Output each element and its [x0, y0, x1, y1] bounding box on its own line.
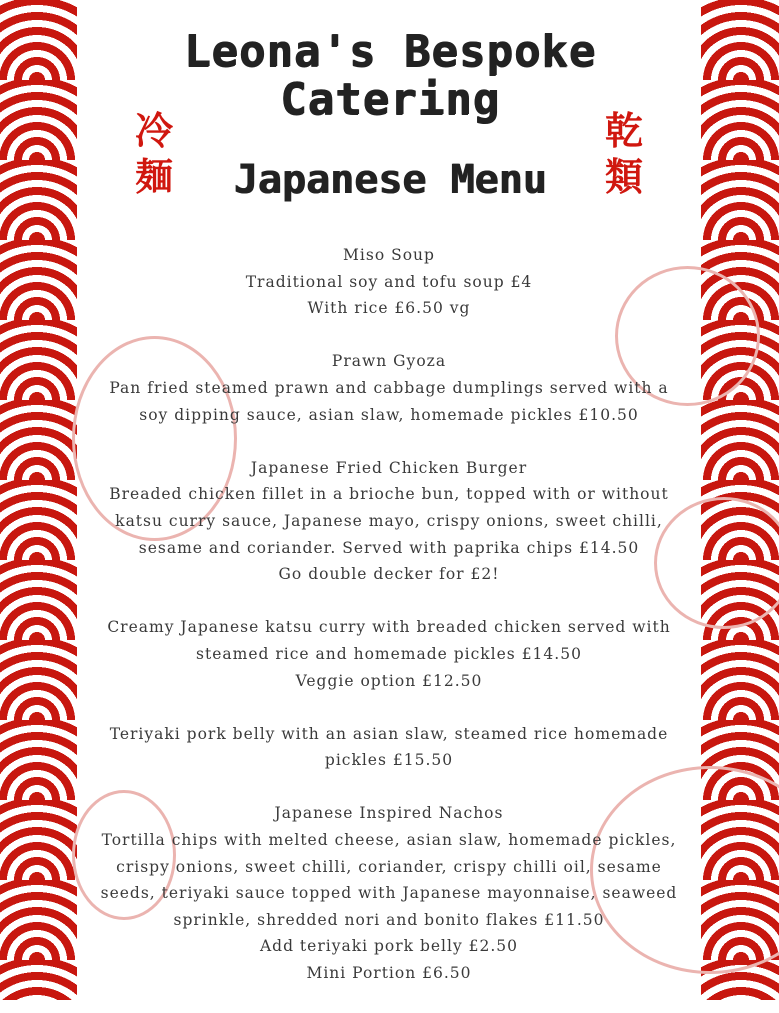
menu-item-line: Go double decker for £2!	[278, 565, 500, 584]
kanji-left	[130, 108, 178, 200]
left-wave-border	[0, 0, 77, 1000]
menu-item-line: katsu curry sauce, Japanese mayo, crispy onions, sweet chilli,	[115, 511, 663, 530]
title-line: Leona's Bespoke	[183, 26, 597, 77]
menu-item-line: With rice £6.50 vg	[307, 299, 471, 318]
kanji-right	[600, 108, 648, 200]
kanji-char: 類	[604, 155, 643, 199]
menu-item-line: Breaded chicken fillet in a brioche bun, topped with or without	[109, 485, 669, 504]
menu-item-line: crispy onions, sweet chilli, coriander, crispy chilli oil, sesame	[116, 857, 662, 876]
menu-item	[100, 348, 678, 428]
menu-item-line: Teriyaki pork belly with an asian slaw, steamed rice homemade	[109, 724, 669, 743]
menu-item	[100, 455, 678, 588]
menu-item-line: soy dipping sauce, asian slaw, homemade pickles £10.50	[139, 405, 639, 424]
menu-item	[100, 242, 678, 322]
menu-item-name: Japanese Inspired Nachos	[274, 804, 504, 823]
menu-item-line: Pan fried steamed prawn and cabbage dumplings served with a	[109, 378, 669, 397]
page-title	[120, 28, 660, 124]
menu-item-line: sesame and coriander. Served with paprika chips £14.50	[138, 538, 640, 557]
menu-item-name: Miso Soup	[343, 246, 435, 264]
menu-item-line: Mini Portion £6.50	[306, 964, 472, 983]
menu-item-line: sprinkle, shredded nori and bonito flakes £11.50	[173, 910, 605, 929]
menu-item-line: seeds, teriyaki sauce topped with Japanese mayonnaise, seaweed	[100, 884, 678, 903]
title-line: Catering	[280, 74, 500, 125]
kanji-char: 乾	[604, 109, 643, 153]
menu-item-line: Traditional soy and tofu soup £4	[245, 272, 533, 291]
menu-item	[100, 721, 678, 774]
right-wave-border	[701, 0, 779, 1000]
menu-item-line: steamed rice and homemade pickles £14.50	[196, 644, 582, 663]
kanji-char: 冷	[134, 109, 173, 153]
menu-subtitle: Japanese Menu	[233, 157, 547, 203]
menu-item-name: Prawn Gyoza	[331, 352, 447, 371]
menu-item-line: Creamy Japanese katsu curry with breaded chicken served with	[107, 618, 671, 637]
menu-item-line: Add teriyaki pork belly £2.50	[259, 937, 519, 956]
menu-item	[100, 800, 678, 986]
menu-item-name: Japanese Fried Chicken Burger	[250, 458, 528, 477]
kanji-char: 麺	[134, 155, 173, 199]
menu-item	[100, 614, 678, 694]
menu-list	[100, 242, 678, 1013]
menu-item-line: pickles £15.50	[324, 751, 454, 770]
menu-item-line: Veggie option £12.50	[295, 671, 483, 690]
menu-item-line: Tortilla chips with melted cheese, asian slaw, homemade pickles,	[101, 831, 677, 850]
